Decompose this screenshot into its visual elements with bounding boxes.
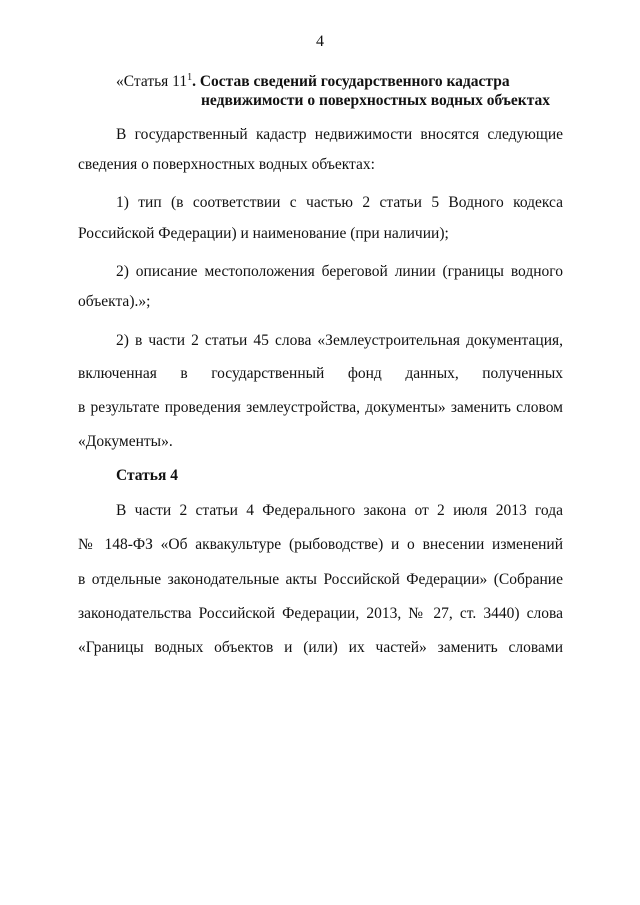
- text-line: включенная в государственный фонд данных, полученных: [78, 365, 563, 382]
- text-line: № 148-ФЗ «Об аквакультуре (рыбоводстве) и о внесении изменений: [78, 536, 563, 553]
- text-line: «Документы».: [78, 433, 173, 450]
- article-heading: [116, 68, 576, 110]
- text-line: В государственный кадастр недвижимости вносятся следующие: [116, 126, 563, 143]
- text-line: 1) тип (в соответствии с частью 2 статьи 5 Водного кодекса: [116, 194, 563, 211]
- text-line: в отдельные законодательные акты Российской Федерации» (Собрание: [78, 571, 563, 588]
- text-line: В части 2 статьи 4 Федерального закона от 2 июля 2013 года: [116, 502, 563, 519]
- text-line: объекта).»;: [78, 293, 151, 310]
- section-heading: Статья 4: [116, 467, 178, 484]
- article-prefix: «Статья 11: [116, 73, 188, 90]
- text-line: в результате проведения землеустройства, документы» заменить словом: [78, 399, 563, 416]
- text-line: 2) описание местоположения береговой линии (границы водного: [116, 263, 563, 280]
- text-line: 2) в части 2 статьи 45 слова «Землеустроительная документация,: [116, 332, 563, 349]
- page-number: 4: [316, 33, 324, 50]
- text-line: законодательства Российской Федерации, 2013, № 27, ст. 3440) слова: [78, 605, 563, 622]
- article-title-line2: недвижимости о поверхностных водных объектах: [201, 92, 551, 109]
- article-title-line1: . Состав сведений государственного кадастра: [192, 73, 510, 90]
- text-line: «Границы водных объектов и (или) их частей» заменить словами: [78, 639, 563, 656]
- text-line: Российской Федерации) и наименование (при наличии);: [78, 225, 449, 242]
- article-superscript: 1: [187, 72, 193, 83]
- text-line: сведения о поверхностных водных объектах:: [78, 156, 375, 173]
